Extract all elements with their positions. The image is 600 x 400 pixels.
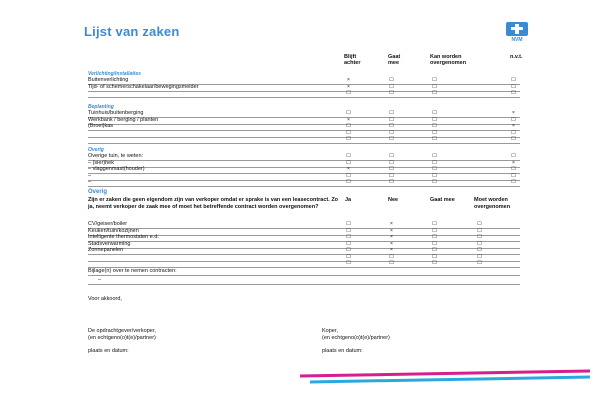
header-nvt: n.v.t.: [510, 54, 523, 60]
buyer-place-date: plaats en datum:: [322, 348, 363, 354]
checkbox[interactable]: ☐: [511, 116, 516, 123]
checkbox[interactable]: ☐: [432, 179, 437, 185]
checked-box[interactable]: ×: [390, 227, 393, 234]
checkbox[interactable]: ☐: [346, 153, 351, 159]
checklist-row: [88, 90, 520, 98]
checkbox[interactable]: ☐: [346, 110, 351, 116]
buyer-partner-label: (en echtgeno(o)t(e)/partner): [322, 335, 390, 341]
checkbox[interactable]: ☐: [477, 260, 482, 266]
checkbox[interactable]: ☐: [511, 179, 516, 185]
checkbox[interactable]: ☐: [346, 123, 351, 129]
divider: [88, 275, 520, 276]
buyer-label: Koper,: [322, 328, 338, 334]
checkbox[interactable]: ☐: [389, 129, 394, 136]
checkbox[interactable]: ☐: [477, 253, 482, 260]
row-label: Intelligente thermostaten e.d.: [88, 234, 159, 240]
row-label: Zonnepanelen: [88, 247, 124, 253]
section-title-lease: Overig: [88, 189, 108, 195]
checkbox[interactable]: ☐: [432, 83, 437, 90]
checkbox[interactable]: ☐: [432, 240, 437, 247]
lease-header-ja: Ja: [345, 197, 352, 203]
checkbox[interactable]: ☐: [346, 129, 351, 136]
checkbox[interactable]: ☐: [432, 253, 437, 260]
lease-row: [88, 260, 520, 268]
checkbox[interactable]: ☐: [432, 116, 437, 123]
header-gaat-mee: Gaat mee: [388, 54, 401, 66]
checkbox[interactable]: ☐: [432, 247, 437, 253]
seller-partner-label: (en echtgeno(o)t(e)/partner): [88, 335, 156, 341]
checkbox[interactable]: ☐: [346, 172, 351, 179]
checkbox[interactable]: ☐: [432, 260, 437, 266]
checkbox[interactable]: ☐: [389, 260, 394, 266]
row-label: –: [88, 179, 92, 185]
bijlage-label: Bijlage(n) over te nemen contracten:: [88, 268, 177, 274]
checkbox[interactable]: ☐: [346, 159, 351, 166]
header-blijft-achter: Blijft achter: [344, 54, 361, 66]
checkbox[interactable]: ☐: [346, 260, 351, 266]
checkbox[interactable]: ☐: [511, 166, 516, 172]
decorative-stripe-blue: [310, 376, 590, 384]
checkbox[interactable]: ☐: [511, 90, 516, 96]
checkbox[interactable]: ☐: [346, 179, 351, 185]
checkbox[interactable]: ☐: [511, 136, 516, 142]
row-label: Tuinhuis/buitenberging: [88, 110, 144, 116]
checked-box[interactable]: ×: [512, 110, 515, 116]
row-label: Overige tuin, te weten:: [88, 153, 144, 159]
row-label: Keuken/tuin/kozijnen: [88, 227, 139, 234]
checkbox[interactable]: ☐: [389, 123, 394, 129]
row-label: Stadsverwarming: [88, 240, 131, 247]
checkbox[interactable]: ☐: [432, 136, 437, 142]
checked-box[interactable]: ×: [390, 234, 393, 240]
seller-place-date: plaats en datum:: [88, 348, 129, 354]
row-label: CV/geiser/boiler: [88, 221, 128, 227]
checked-box[interactable]: ×: [390, 240, 393, 247]
checkbox[interactable]: ☐: [346, 227, 351, 234]
row-label: –: [88, 172, 92, 179]
checkbox[interactable]: ☐: [511, 83, 516, 90]
checkbox[interactable]: ☐: [432, 153, 437, 159]
checkbox[interactable]: ☐: [346, 253, 351, 260]
nvm-logo: [506, 22, 528, 43]
checkbox[interactable]: ☐: [432, 90, 437, 96]
section-title: Verlichting/installaties: [88, 71, 141, 77]
checked-box[interactable]: ×: [512, 159, 515, 166]
checkbox[interactable]: ☐: [511, 77, 516, 83]
checkbox[interactable]: ☐: [432, 166, 437, 172]
checkbox[interactable]: ☐: [389, 153, 394, 159]
checkbox[interactable]: ☐: [346, 234, 351, 240]
row-label: Buitenverlichting: [88, 77, 129, 83]
checked-box[interactable]: ×: [347, 166, 350, 172]
divider: [88, 284, 520, 285]
checkbox[interactable]: ☐: [346, 221, 351, 227]
checklist-row: [88, 136, 520, 144]
header-kan-worden-overgenomen: Kan worden overgenomen: [430, 54, 467, 66]
lease-question: Zijn er zaken die geen eigendom zijn van verkoper omdat er sprake is van een leasecontract. Zo ja, neemt verkoper de zaak mee of moet het betreffende contract worden overgenomen?: [88, 197, 339, 210]
page-title: Lijst van zaken: [84, 24, 180, 39]
checkbox[interactable]: ☐: [432, 110, 437, 116]
checkbox[interactable]: ☐: [346, 90, 351, 96]
checkbox[interactable]: ☐: [432, 172, 437, 179]
lease-header-nee: Nee: [388, 197, 399, 203]
checkbox[interactable]: ☐: [389, 253, 394, 260]
checkbox[interactable]: ☐: [477, 234, 482, 240]
checkbox[interactable]: ☐: [346, 240, 351, 247]
checkbox[interactable]: ☐: [389, 110, 394, 116]
checkbox[interactable]: ☐: [432, 129, 437, 136]
checked-box[interactable]: ×: [347, 83, 350, 90]
checkbox[interactable]: ☐: [432, 227, 437, 234]
checkbox[interactable]: ☐: [389, 83, 394, 90]
checked-box[interactable]: ×: [390, 221, 393, 227]
checkbox[interactable]: ☐: [389, 136, 394, 142]
checkbox[interactable]: ☐: [389, 166, 394, 172]
row-label: – (sier)hek: [88, 159, 114, 166]
seller-label: De opdrachtgever/verkoper,: [88, 328, 156, 334]
checked-box[interactable]: ×: [347, 77, 350, 83]
checkbox[interactable]: ☐: [511, 153, 516, 159]
checkbox[interactable]: ☐: [389, 159, 394, 166]
checklist-row: [88, 179, 520, 187]
checkbox[interactable]: ☐: [432, 234, 437, 240]
checkbox[interactable]: ☐: [389, 172, 394, 179]
row-label: – vlaggenmast(houder): [88, 166, 145, 172]
checkbox[interactable]: ☐: [477, 227, 482, 234]
lease-header-gaat-mee: Gaat mee: [430, 197, 455, 203]
section-title: Overig: [88, 147, 104, 153]
checkbox[interactable]: ☐: [346, 247, 351, 253]
checkbox[interactable]: ☐: [511, 172, 516, 179]
section-title: Beplanting: [88, 104, 114, 110]
logo-text: NVM: [511, 37, 523, 43]
checkbox[interactable]: ☐: [389, 77, 394, 83]
checkbox[interactable]: ☐: [346, 136, 351, 142]
checkbox[interactable]: ☐: [389, 90, 394, 96]
row-label: (Broei)kas: [88, 123, 114, 129]
checked-box[interactable]: ×: [347, 116, 350, 123]
checkbox[interactable]: ☐: [477, 221, 482, 227]
nvm-logo-icon: [506, 22, 528, 36]
checkbox[interactable]: ☐: [477, 240, 482, 247]
checkbox[interactable]: ☐: [432, 221, 437, 227]
checkbox[interactable]: ☐: [477, 247, 482, 253]
row-label: Werkbank / berging / planten: [88, 116, 159, 123]
checkbox[interactable]: ☐: [432, 123, 437, 129]
checkbox[interactable]: ☐: [511, 129, 516, 136]
row-label: Tijd- of schemerschakelaar/bewegingsmelder: [88, 83, 199, 90]
checkbox[interactable]: ☐: [432, 77, 437, 83]
lease-header-moet-worden-overgenomen: Moet worden overgenomen: [474, 197, 511, 210]
checkbox[interactable]: ☐: [389, 116, 394, 123]
akkoord-label: Voor akkoord,: [88, 296, 122, 302]
checkbox[interactable]: ☐: [389, 179, 394, 185]
checkbox[interactable]: ☐: [432, 159, 437, 166]
checked-box[interactable]: ×: [512, 123, 515, 129]
bijlage-dash: –: [98, 277, 102, 283]
checked-box[interactable]: ×: [390, 247, 393, 253]
